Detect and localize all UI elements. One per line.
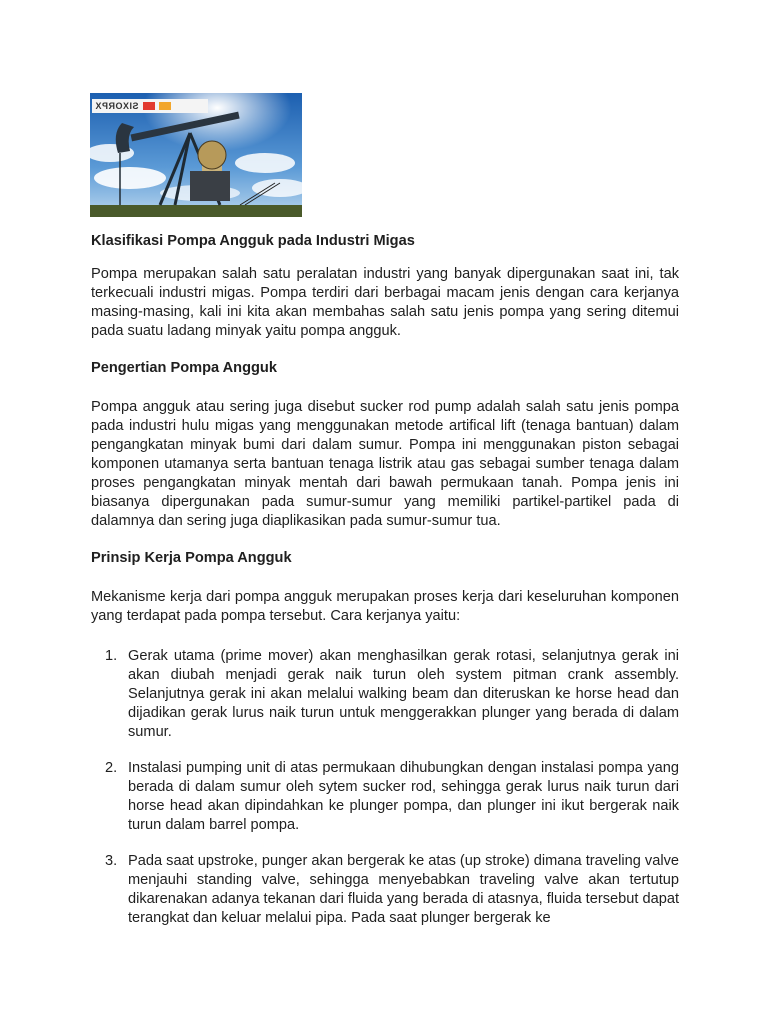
list-item — [91, 647, 679, 742]
list-item-text: Instalasi pumping unit di atas permukaan dihubungkan dengan instalasi pompa yang berada di dalam sumur oleh sytem sucker rod, sehingga gerak lurus naik turun dari horse head akan dipindahkan ke plunger pompa, dan plunger ini ikut bergerak naik turun dalam barrel pompa. — [128, 760, 679, 833]
section-heading-pengertian: Pengertian Pompa Angguk — [91, 360, 277, 376]
brand-logo: SIXORPX — [95, 101, 139, 111]
article-body — [91, 232, 679, 928]
list-number: 2. — [105, 760, 118, 776]
orange-badge-icon — [159, 102, 171, 110]
intro-paragraph: Pompa merupakan salah satu peralatan industri yang banyak dipergunakan saat ini, tak terkecuali industri migas. Pompa terdiri dari berbagai macam jenis dengan cara kerjanya masing-masing, kali ini kita akan membahas salah satu jenis pompa yang sering ditemui pada suatu ladang minyak yaitu pompa angguk. — [91, 266, 679, 339]
red-badge-icon — [143, 102, 155, 110]
logo-strip — [92, 99, 208, 113]
list-item-text: Pada saat upstroke, punger akan bergerak ke atas (up stroke) dimana traveling valve menjauhi standing valve, sehingga menyebabkan traveling valve akan tertutup dikarenakan adanya tekanan dari fluida yang berada di atasnya, fluida tersebut dapat terangkat dan keluar melalui pipa. Pada saat plunger bergerak ke — [128, 853, 679, 926]
article-title: Klasifikasi Pompa Angguk pada Industri Migas — [91, 233, 415, 249]
pengertian-paragraph: Pompa angguk atau sering juga disebut sucker rod pump adalah salah satu jenis pompa pada industri hulu migas yang menggunakan metode artifical lift (tenaga bantuan) dalam pengangkatan minyak bumi dari dalam sumur. Pompa ini menggunakan piston sebagai komponen utamanya serta bantuan tenaga listrik atau gas sebagai sumber tenaga dalam proses pengangkatan minyak mentah dari bawah permukaan tanah. Pompa jenis ini biasanya dipergunakan pada sumur-sumur yang memiliki partikel-partikel pada di dalamnya dan sering juga diaplikasikan pada sumur-sumur tua. — [91, 399, 679, 529]
list-number: 1. — [105, 648, 118, 664]
list-item — [91, 852, 679, 928]
pumpjack-photo — [90, 93, 302, 217]
list-number: 3. — [105, 853, 118, 869]
steps-list — [91, 647, 679, 928]
list-item — [91, 759, 679, 835]
section-heading-prinsip: Prinsip Kerja Pompa Angguk — [91, 550, 292, 566]
list-item-text: Gerak utama (prime mover) akan menghasilkan gerak rotasi, selanjutnya gerak ini akan diubah menjadi gerak naik turun oleh system pitman crank assembly. Selanjutnya gerak ini akan melalui walking beam dan diteruskan ke horse head dan dijadikan gerak lurus naik turun untuk menggerakkan plunger yang berada di dalam sumur. — [128, 648, 679, 740]
prinsip-paragraph: Mekanisme kerja dari pompa angguk merupakan proses kerja dari keseluruhan komponen yang terdapat pada pompa tersebut. Cara kerjanya yaitu: — [91, 589, 679, 624]
